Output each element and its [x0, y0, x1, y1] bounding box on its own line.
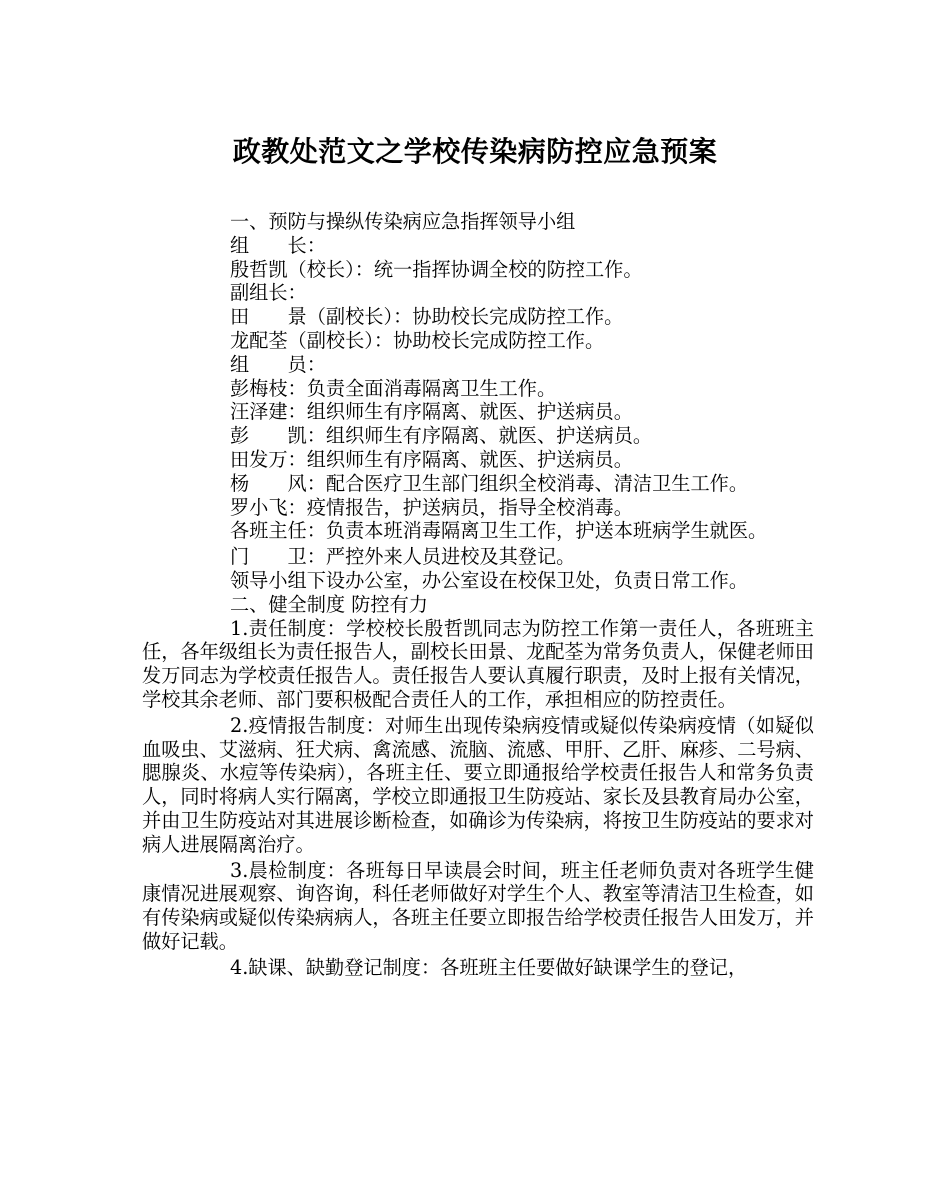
- document-body: [142, 210, 814, 980]
- text-line: 罗小飞：疫情报告，护送病员，指导全校消毒。: [230, 495, 633, 519]
- text-line: 汪泽建：组织师生有序隔离、就医、护送病员。: [230, 400, 633, 424]
- text-line: 龙配荃（副校长）：协助校长完成防控工作。: [230, 328, 605, 352]
- text-line: 门 卫：严控外来人员进校及其登记。: [230, 545, 576, 569]
- paragraph-epidemic-report: 2.疫情报告制度：对师生出现传染病疫情或疑似传染病疫情（如疑似血吸虫、艾滋病、狂犬病、禽流感、流脑、流感、甲肝、乙肝、麻疹、二号病、腮腺炎、水痘等传染病），各班主任、要立即通报给学校责任报告人和常务负责人，同时将病人实行隔离，学校立即通报卫生防疫站、家长及县教育局办公室，并由卫生防疫站对其进展诊断检查，如确诊为传染病，将按卫生防疫站的要求对病人进展隔离治疗。: [142, 713, 814, 856]
- section-heading: 二、健全制度 防控有力: [230, 592, 428, 616]
- text-line: 组 员：: [230, 352, 326, 376]
- text-line: 殷哲凯（校长）：统一指挥协调全校的防控工作。: [230, 257, 643, 281]
- text-line: 田 景（副校长）：协助校长完成防控工作。: [230, 305, 624, 329]
- paragraph-absence-record: 4.缺课、缺勤登记制度：各班班主任要做好缺课学生的登记，: [230, 955, 748, 979]
- section-heading: 一、预防与操纵传染病应急指挥领导小组: [230, 210, 576, 233]
- text-line: 领导小组下设办公室，办公室设在校保卫处，负责日常工作。: [230, 568, 749, 592]
- paragraph-head-teacher: 各班主任：负责本班消毒隔离卫生工作，护送本班病学生就医。: [230, 519, 768, 543]
- paragraph-responsibility: 1.责任制度：学校校长殷哲凯同志为防控工作第一责任人，各班班主任，各年级组长为责任报告人，副校长田景、龙配荃为常务负责人，保健老师田发万同志为学校责任报告人。责任报告人要认真履行职责，及时上报有关情况，学校其余老师、部门要积极配合责任人的工作，承担相应的防控责任。: [142, 616, 814, 711]
- text-line: 田发万：组织师生有序隔离、就医、护送病员。: [230, 447, 633, 471]
- text-line: 杨 风：配合医疗卫生部门组织全校消毒、清洁卫生工作。: [230, 471, 749, 495]
- document-title: 政教处范文之学校传染病防控应急预案: [232, 135, 718, 168]
- text-line: 组 长：: [230, 233, 326, 257]
- paragraph-morning-check: 3.晨检制度：各班每日早读晨会时间，班主任老师负责对各班学生健康情况进展观察、询咨询，科任老师做好对学生个人、教室等清洁卫生检查，如有传染病或疑似传染病病人，各班主任要立即报告给学校责任报告人田发万，并做好记载。: [142, 858, 814, 953]
- text-line: 彭梅枝：负责全面消毒隔离卫生工作。: [230, 376, 557, 400]
- text-line: 副组长：: [230, 281, 307, 305]
- text-line: 彭 凯：组织师生有序隔离、就医、护送病员。: [230, 424, 653, 448]
